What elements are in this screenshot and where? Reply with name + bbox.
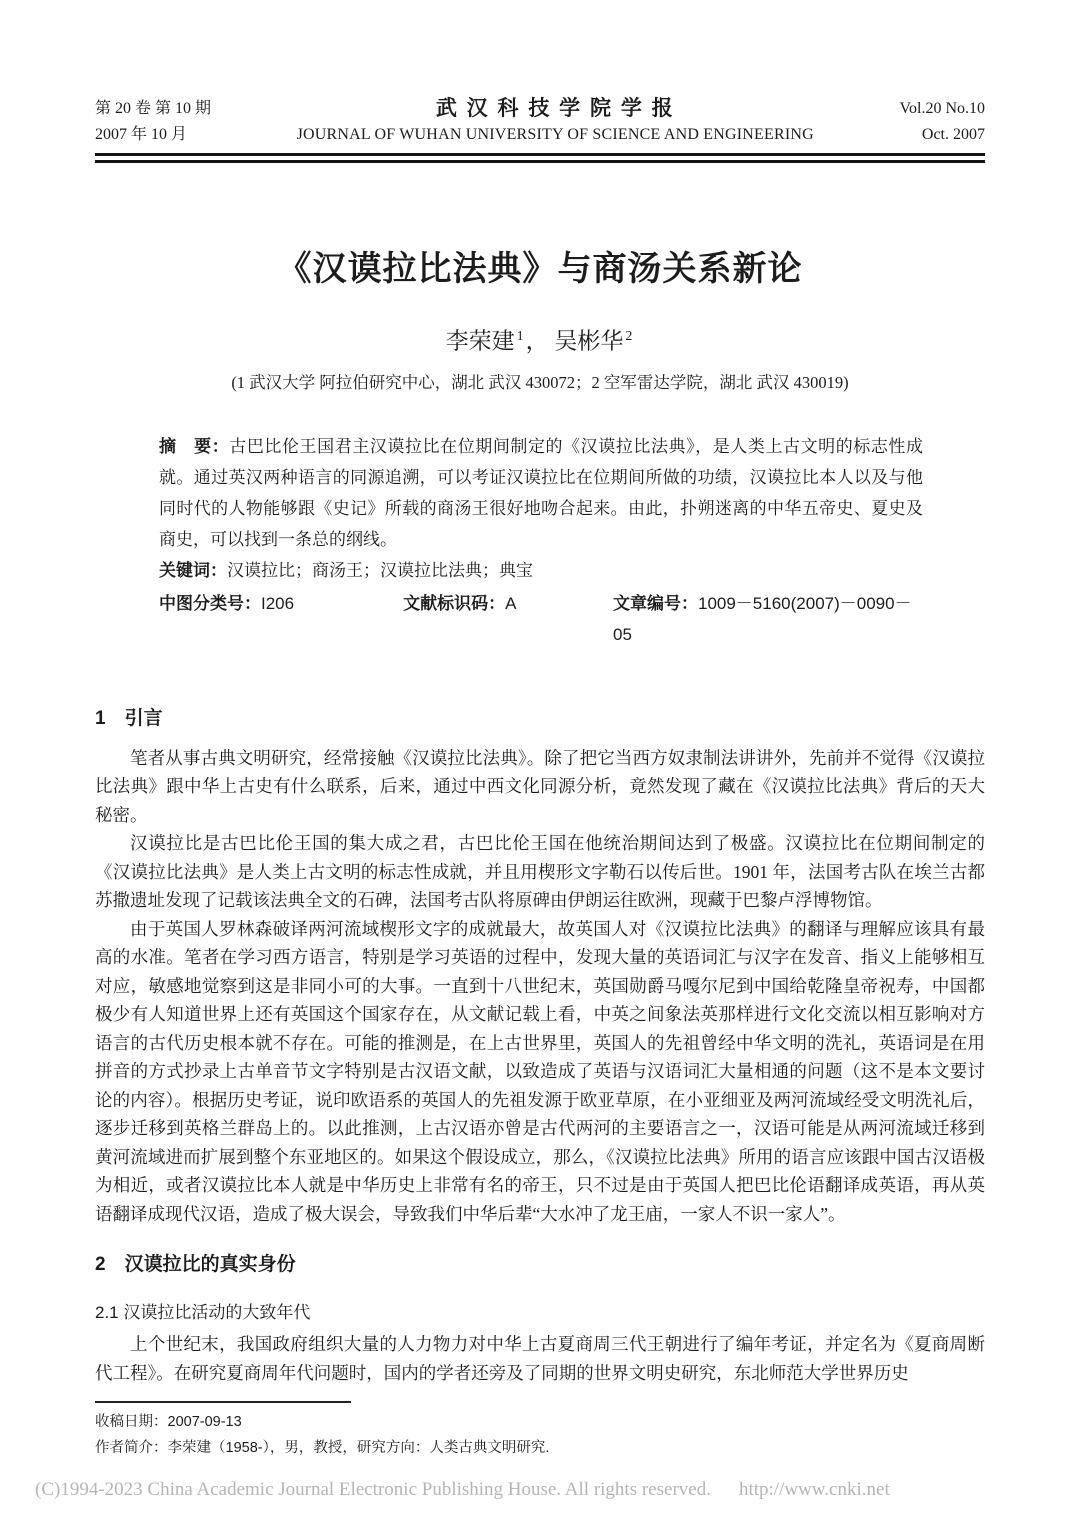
- header-date-en: Oct. 2007: [921, 126, 985, 143]
- abstract-block: [159, 431, 923, 650]
- doc-code-value: A: [505, 593, 517, 613]
- footnote-divider: [95, 1401, 351, 1403]
- received-date-line: [95, 1409, 985, 1435]
- header-left: [95, 96, 211, 148]
- keywords-label: 关键词：: [159, 560, 227, 580]
- clc-item: [159, 588, 403, 650]
- paragraph-3: 由于英国人罗林森破译两河流域楔形文字的成就最大，故英国人对《汉谟拉比法典》的翻译与理解应该具有最高的水准。笔者在学习西方语言，特别是学习英语的过程中，发现大量的英语词汇与汉字在发音、指义上能够相互对应，敏感地觉察到这是非同小可的大事。一直到十八世纪末，英国勋爵马嘎尔尼到中国给乾隆皇帝祝寿，中国都极少有人知道世界上还有英国这个国家存在，从文献记载上看，中英之间象法英那样进行文化交流以相互影响对方语言的古代历史根本就不存在。可能的推测是，在上古世界里，英国人的先祖曾经中华文明的洗礼，英语词是在用拼音的方式抄录上古单音节文字特别是古汉语文献，以致造成了英语与汉语词汇大量相通的问题（这不是本文要讨论的内容）。根据历史考证，说印欧语系的英国人的先祖发源于欧亚草原，在小亚细亚及两河流域经受文明洗礼后，逐步迁移到英格兰群岛上的。以此推测，上古汉语亦曾是古代两河的主要语言之一，汉语可能是从两河流域迁移到黄河流域进而扩展到整个东亚地区的。如果这个假设成立，那么，《汉谟拉比法典》所用的语言应该跟中国古汉语极为相近，或者汉谟拉比本人就是中华历史上非常有名的帝王，只不过是由于英国人把巴比伦语翻译成英语，再从英语翻译成现代汉语，造成了极大误会，导致我们中华后辈“大水冲了龙王庙，一家人不识一家人”。: [95, 918, 985, 1224]
- doc-code-item: [403, 588, 613, 650]
- footnote-block: [95, 1401, 985, 1461]
- bio-value: 李荣建（1958-），男，教授，研究方向：人类古典文明研究.: [167, 1440, 550, 1457]
- doc-code-label: 文献标识码：: [403, 593, 506, 613]
- authors-separator: ，: [525, 328, 555, 354]
- affiliation-line: (1 武汉大学 阿拉伯研究中心，湖北 武汉 430072；2 空军雷达学院，湖北 武汉 430019): [231, 372, 849, 392]
- header-date-cn: 2007 年 10 月: [95, 126, 188, 143]
- page-title: 《汉谟拉比法典》与商汤关系新论: [277, 250, 803, 288]
- clc-value: I206: [261, 593, 295, 613]
- header-right: [900, 96, 986, 148]
- author-name-2: 吴彬华: [554, 328, 624, 354]
- received-label: 收稿日期：: [95, 1414, 168, 1431]
- section-2-1-heading: 2.1 汉谟拉比活动的大致年代: [95, 1303, 311, 1323]
- journal-title-en: JOURNAL OF WUHAN UNIVERSITY OF SCIENCE AND ENGINEERING: [296, 126, 814, 143]
- cnki-url: http://www.cnki.net: [738, 1479, 890, 1500]
- abstract-text: 古巴比伦王国君主汉谟拉比在位期间制定的《汉谟拉比法典》，是人类上古文明的标志性成就。通过英汉两种语言的同源追溯，可以考证汉谟拉比在位期间所做的功绩，汉谟拉比本人以及与他同时代的人物能够跟《史记》所载的商汤王很好地吻合起来。由此，扑朔迷离的中华五帝史、夏史及商史，可以找到一条总的纲线。: [159, 436, 924, 549]
- header-center: [211, 96, 899, 148]
- header-vol-en: Vol.20 No.10: [899, 100, 985, 117]
- classification-row: [159, 588, 923, 650]
- article-id-value: 1009－5160(2007)－0090－05: [612, 593, 912, 644]
- section-2-heading: 2 汉谟拉比的真实身份: [95, 1254, 296, 1276]
- section-1-heading: 1 引言: [95, 707, 163, 729]
- paragraph-2: 汉谟拉比是古巴比伦王国的集大成之君，古巴比伦王国在他统治期间达到了极盛。汉谟拉比在位期间制定的《汉谟拉比法典》是人类上古文明的标志性成就，并且用楔形文字勒石以传后世。1901 年，法国考古队在埃兰古都苏撒遗址发现了记载该法典全文的石碑，法国考古队将原碑由伊朗运往欧洲，现藏于巴黎卢浮博物馆。: [95, 833, 985, 911]
- header-issue-cn: 第 20 卷 第 10 期: [95, 100, 212, 117]
- article-body: [95, 704, 985, 1388]
- bio-label: 作者简介：: [95, 1440, 168, 1457]
- copyright-text: (C)1994-2023 China Academic Journal Electronic Publishing House. All rights reserved.: [35, 1479, 711, 1500]
- article-id-item: [613, 588, 923, 650]
- paragraph-4: 上个世纪末，我国政府组织大量的人力物力对中华上古夏商周三代王朝进行了编年考证，并定名为《夏商周断代工程》。在研究夏商周年代问题时，国内的学者还旁及了同期的世界文明史研究，东北师范大学世界历史: [95, 1334, 985, 1383]
- journal-header: [95, 96, 985, 148]
- copyright-bar: [35, 1478, 1045, 1502]
- article-id-label: 文章编号：: [612, 593, 698, 613]
- clc-label: 中图分类号：: [159, 593, 261, 613]
- journal-title-cn: 武 汉 科 技 学 院 学 报: [435, 97, 675, 120]
- abstract-paragraph: [159, 431, 923, 555]
- abstract-label: 摘 要：: [159, 436, 230, 456]
- keywords-text: 汉谟拉比；商汤王；汉谟拉比法典；典宝: [227, 560, 533, 580]
- paragraph-1: 笔者从事古典文明研究，经常接触《汉谟拉比法典》。除了把它当西方奴隶制法讲讲外，先前并不觉得《汉谟拉比法典》跟中华上古史有什么联系，后来，通过中西文化同源分析，竟然发现了藏在《汉谟拉比法典》背后的天大秘密。: [95, 747, 985, 825]
- author-name-1: 李荣建: [445, 328, 515, 354]
- header-divider: [95, 153, 985, 163]
- received-value: 2007-09-13: [167, 1414, 242, 1431]
- authors-line: [95, 321, 985, 358]
- author-sup-2: 2: [625, 329, 633, 344]
- keywords-line: [159, 555, 923, 586]
- author-bio-line: [95, 1435, 985, 1461]
- author-sup-1: 1: [516, 329, 524, 344]
